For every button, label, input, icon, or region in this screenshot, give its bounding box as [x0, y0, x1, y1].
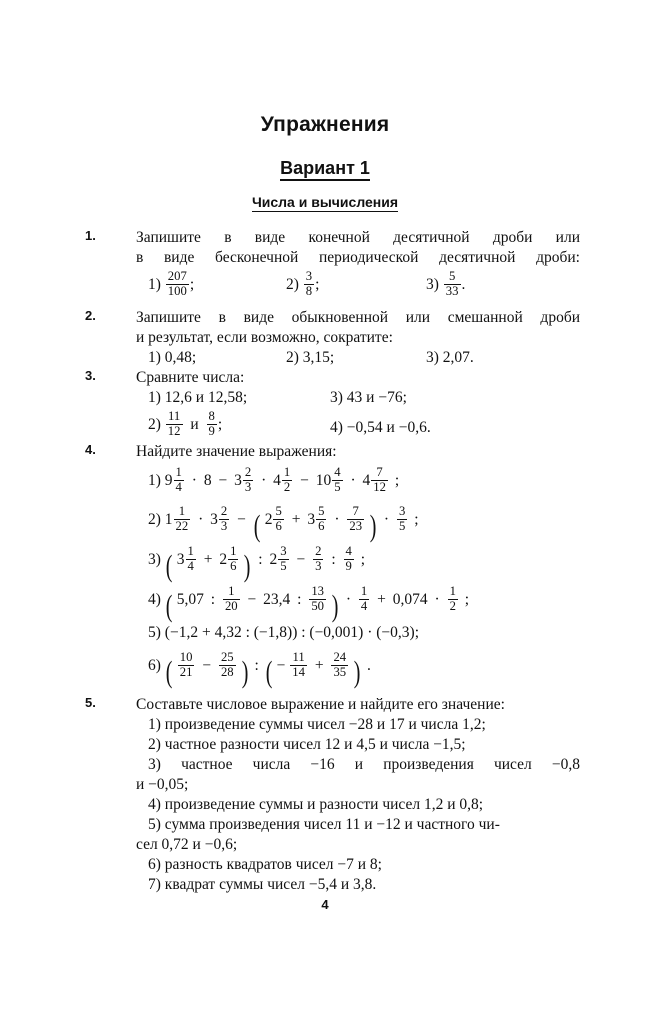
numerator: 7 — [352, 504, 359, 519]
mixed-number — [307, 500, 327, 540]
open-paren: ( — [165, 549, 173, 584]
list-item — [148, 268, 194, 302]
exercise-1-number: 1. — [85, 228, 96, 243]
item-value: разность квадратов чисел −7 и 8; — [164, 856, 382, 873]
denominator: 100 — [167, 283, 187, 298]
exercise-5-number: 5. — [85, 695, 96, 710]
fraction — [219, 651, 236, 679]
item-label: 1) — [148, 389, 161, 406]
operator: + — [377, 591, 386, 608]
mixed-number — [177, 540, 197, 580]
fraction — [444, 270, 461, 298]
item-value: 2,07. — [442, 349, 474, 366]
exercise-3-row-1 — [136, 388, 580, 408]
operand: 23,4 — [263, 591, 291, 608]
operator: − — [247, 591, 257, 608]
numerator: 5 — [275, 504, 282, 519]
exercise-5-prompt: Составьте числовое выражение и найдите его значение: — [136, 696, 505, 713]
exercise-4-item-5 — [136, 620, 580, 646]
exercise-3 — [80, 368, 580, 442]
operator: : — [254, 657, 259, 674]
list-item — [148, 715, 486, 735]
denominator: 22 — [175, 518, 189, 533]
operand: 0,074 — [392, 591, 428, 608]
item-label: 6) — [148, 856, 161, 873]
close-paren: ) — [331, 589, 339, 624]
denominator: 20 — [224, 598, 238, 613]
operator: · — [261, 472, 267, 489]
variant-heading-text: Вариант 1 — [280, 158, 370, 181]
fraction — [278, 545, 288, 573]
denominator: 50 — [311, 598, 325, 613]
mixed-number — [316, 462, 344, 500]
fraction — [313, 545, 323, 573]
fraction — [331, 651, 348, 679]
operator: − — [202, 657, 212, 674]
denominator: 8 — [305, 283, 313, 298]
fraction — [359, 585, 369, 613]
math-expression — [148, 580, 471, 624]
item-tail: ; — [394, 472, 400, 489]
denominator: 12 — [373, 479, 386, 494]
denominator: 2 — [449, 598, 456, 613]
operator: · — [434, 591, 440, 608]
numerator: 11 — [168, 409, 181, 424]
operand: 8 — [203, 472, 212, 489]
fraction — [448, 585, 458, 613]
item-label: 1) — [148, 349, 161, 366]
numerator: 1 — [449, 584, 456, 599]
item-tail: ; — [414, 511, 419, 528]
item-value: 3,15; — [302, 349, 335, 366]
numerator: 4 — [334, 465, 341, 480]
numerator: 13 — [311, 584, 325, 599]
exercise-5-item-3 — [136, 755, 580, 775]
fraction — [174, 505, 191, 533]
operator: − — [296, 551, 306, 568]
exercise-1-prompt-line1: Запишите в виде конечной десятичной дроби или — [136, 229, 580, 246]
exercise-5-item-4 — [136, 795, 580, 815]
negative-sign: − — [276, 657, 286, 674]
fraction — [344, 545, 354, 573]
whole-part: 3 — [307, 511, 316, 528]
page-number: 4 — [321, 897, 329, 912]
denominator: 5 — [398, 518, 406, 533]
exercise-3-number: 3. — [85, 368, 96, 383]
math-expression — [148, 500, 421, 544]
open-paren: ( — [165, 589, 173, 624]
numerator: 5 — [318, 504, 325, 519]
fraction — [347, 505, 364, 533]
exercise-5-item-6 — [136, 855, 580, 875]
section-heading — [0, 194, 650, 210]
exercise-4 — [80, 442, 580, 690]
numerator: 4 — [345, 544, 352, 559]
list-item — [148, 815, 500, 835]
math-expression — [148, 646, 373, 690]
list-item — [330, 411, 431, 445]
close-paren: ) — [241, 655, 248, 690]
numerator: 10 — [179, 650, 193, 665]
whole-part: 2 — [219, 551, 228, 568]
item-value: (−1,2 + 4,32 : (−1,8)) : (−0,001) · (−0,3); — [164, 624, 420, 641]
denominator: 4 — [360, 598, 368, 613]
mixed-number — [269, 540, 289, 580]
exercise-1-prompt-line2: в виде бесконечной периодической десятичной дроби: — [136, 249, 580, 266]
operator: · — [345, 591, 352, 608]
item-tail: . — [366, 657, 371, 674]
mixed-number — [273, 462, 293, 500]
operator: + — [314, 657, 324, 674]
numerator: 2 — [220, 504, 228, 519]
item-value: произведение суммы и разности чисел 1,2 и 0,8; — [164, 796, 484, 813]
math-expression — [148, 462, 401, 500]
denominator: 9 — [208, 423, 215, 438]
operator: · — [334, 511, 340, 528]
operator: + — [203, 551, 213, 568]
item-label: 1) — [148, 276, 161, 293]
item-label: 6) — [148, 657, 161, 674]
close-paren: ) — [353, 655, 361, 690]
numerator: 1 — [228, 584, 235, 599]
numerator: 2 — [244, 465, 252, 480]
list-item — [286, 348, 334, 368]
operator: · — [350, 472, 356, 489]
section-heading-text: Числа и вычисления — [251, 194, 399, 210]
denominator: 5 — [280, 558, 287, 573]
exercise-5-item-2 — [136, 735, 580, 755]
open-paren: ( — [265, 655, 273, 690]
exercise-5-item-5 — [136, 815, 580, 835]
fraction — [309, 585, 326, 613]
numerator: 1 — [175, 465, 182, 480]
denominator: 5 — [334, 479, 341, 494]
item-label: 7) — [148, 876, 161, 893]
exercise-4-prompt: Найдите значение выражения: — [136, 443, 337, 460]
operator: · — [191, 472, 197, 489]
fraction — [178, 651, 195, 679]
mixed-number — [234, 462, 254, 500]
denominator: 14 — [292, 664, 305, 679]
mixed-number — [265, 500, 285, 540]
denominator: 4 — [175, 479, 182, 494]
whole-part: 3 — [210, 511, 218, 528]
denominator: 23 — [349, 518, 363, 533]
denominator: 6 — [318, 518, 325, 533]
item-value: 43 и −76; — [346, 389, 407, 406]
fraction — [207, 410, 217, 438]
numerator: 24 — [333, 650, 347, 665]
item-label: 1) — [148, 472, 161, 489]
list-item — [148, 348, 196, 368]
item-tail: ; — [189, 276, 195, 293]
math-expression — [148, 540, 367, 584]
item-label: 2) — [148, 416, 161, 433]
denominator: 12 — [167, 423, 181, 438]
exercise-1 — [80, 228, 580, 302]
item-tail: ; — [360, 551, 366, 568]
fraction — [228, 545, 238, 573]
item-value-continuation: и −0,05; — [136, 776, 189, 793]
item-tail: ; — [217, 416, 223, 433]
fraction — [316, 505, 326, 533]
mixed-number — [210, 500, 230, 540]
list-item — [330, 388, 407, 408]
fraction — [304, 270, 314, 298]
item-value: частное числа −16 и произведения чисел −0,8 — [181, 756, 581, 773]
list-item — [148, 875, 376, 895]
exercise-2-prompt-line2: и результат, если возможно, сократите: — [136, 329, 393, 346]
item-label: 2) — [148, 511, 161, 528]
exercise-4-item-2 — [136, 500, 580, 544]
denominator: 35 — [333, 664, 347, 679]
exercise-4-item-3 — [136, 540, 580, 584]
numerator: 1 — [187, 544, 194, 559]
item-label: 3) — [148, 756, 161, 773]
denominator: 33 — [445, 283, 459, 298]
fraction — [219, 505, 229, 533]
conjunction: и — [190, 416, 199, 433]
numerator: 25 — [220, 650, 234, 665]
fraction — [223, 585, 240, 613]
denominator: 3 — [315, 558, 322, 573]
exercise-1-items — [136, 268, 580, 302]
numerator: 1 — [360, 584, 368, 599]
exercise-2-number: 2. — [85, 308, 96, 323]
numerator: 3 — [280, 544, 287, 559]
item-label: 4) — [148, 796, 161, 813]
numerator: 1 — [230, 544, 237, 559]
denominator: 3 — [244, 479, 252, 494]
whole-part: 2 — [264, 511, 273, 528]
item-label: 3) — [426, 349, 439, 366]
open-paren: ( — [165, 655, 173, 690]
item-value: −0,54 и −0,6. — [346, 419, 431, 436]
close-paren: ) — [369, 509, 377, 544]
operator: · — [198, 511, 204, 528]
item-value: 0,48; — [164, 349, 197, 366]
variant-heading — [0, 158, 650, 179]
numerator: 5 — [448, 269, 456, 284]
operator: : — [297, 591, 302, 608]
operator: : — [331, 551, 336, 568]
numerator: 1 — [283, 465, 291, 480]
exercise-4-item-6 — [136, 646, 580, 690]
item-label: 4) — [148, 591, 161, 608]
exercise-4-item-4 — [136, 580, 580, 624]
fraction — [166, 270, 189, 298]
denominator: 9 — [345, 558, 352, 573]
numerator: 3 — [398, 504, 406, 519]
fraction — [397, 505, 407, 533]
whole-part: 4 — [273, 472, 281, 489]
list-item — [148, 735, 466, 755]
item-label: 3) — [330, 389, 343, 406]
whole-part: 4 — [362, 472, 371, 489]
exercise-5-item-1 — [136, 715, 580, 735]
exercise-5 — [80, 695, 580, 895]
operator: − — [218, 472, 228, 489]
operator: · — [383, 511, 390, 528]
mixed-number — [165, 462, 185, 500]
operator: − — [300, 472, 309, 489]
fraction — [174, 466, 184, 494]
operator: + — [291, 511, 301, 528]
item-value: 12,6 и 12,58; — [164, 389, 248, 406]
operator: : — [258, 551, 263, 568]
item-value: частное разности чисел 12 и 4,5 и числа −1,5; — [164, 736, 466, 753]
numerator: 207 — [167, 269, 187, 284]
open-paren: ( — [253, 509, 261, 544]
list-item — [286, 268, 319, 302]
mixed-number — [363, 462, 389, 500]
mixed-number — [219, 540, 239, 580]
exercise-5-item-7 — [136, 875, 580, 895]
denominator: 6 — [275, 518, 282, 533]
list-item — [148, 388, 247, 408]
denominator: 2 — [283, 479, 291, 494]
numerator: 2 — [315, 544, 322, 559]
page-title: Упражнения — [260, 113, 390, 136]
fraction — [282, 466, 292, 494]
item-tail: ; — [464, 591, 470, 608]
fraction — [290, 651, 307, 679]
whole-part: 3 — [176, 551, 185, 568]
operator: : — [210, 591, 216, 608]
denominator: 21 — [179, 664, 193, 679]
item-value: сумма произведения чисел 11 и −12 и частного чи- — [164, 816, 500, 833]
exercise-3-prompt: Сравните числа: — [136, 369, 245, 386]
item-label: 1) — [148, 716, 161, 733]
fraction — [371, 466, 388, 494]
list-item — [148, 855, 382, 875]
denominator: 4 — [187, 558, 194, 573]
whole-part: 10 — [315, 472, 332, 489]
item-label: 2) — [148, 736, 161, 753]
fraction — [243, 466, 253, 494]
item-tail: . — [461, 276, 466, 293]
operand: 5,07 — [176, 591, 204, 608]
exercise-2-items — [136, 348, 580, 368]
list-item — [148, 408, 222, 442]
exercise-2 — [80, 308, 580, 368]
math-expression — [148, 620, 419, 646]
mixed-number — [165, 500, 191, 540]
list-item — [426, 268, 465, 302]
operator: − — [237, 511, 246, 528]
fraction — [166, 410, 183, 438]
list-item — [426, 348, 474, 368]
denominator: 3 — [220, 518, 228, 533]
whole-part: 1 — [164, 511, 173, 528]
numerator: 7 — [376, 465, 383, 480]
exercise-5-item-5-cont — [136, 835, 580, 855]
close-paren: ) — [244, 549, 251, 584]
denominator: 28 — [220, 664, 234, 679]
item-value-continuation: сел 0,72 и −0,6; — [136, 836, 238, 853]
item-label: 4) — [330, 419, 343, 436]
list-item — [148, 795, 483, 815]
whole-part: 3 — [234, 472, 242, 489]
whole-part: 2 — [269, 551, 278, 568]
numerator: 8 — [208, 409, 215, 424]
item-label: 5) — [148, 816, 161, 833]
denominator: 6 — [230, 558, 237, 573]
numerator: 3 — [305, 269, 313, 284]
whole-part: 9 — [164, 472, 173, 489]
fraction — [273, 505, 283, 533]
item-label: 2) — [286, 349, 299, 366]
exercise-4-item-1 — [136, 462, 580, 500]
item-label: 2) — [286, 276, 299, 293]
exercise-2-prompt-line1: Запишите в виде обыкновенной или смешанной дроби — [136, 309, 580, 326]
item-value: произведение суммы чисел −28 и 17 и числа 1,2; — [164, 716, 486, 733]
item-tail: ; — [315, 276, 320, 293]
item-value: квадрат суммы чисел −5,4 и 3,8. — [164, 876, 377, 893]
item-label: 5) — [148, 624, 161, 641]
numerator: 1 — [178, 504, 186, 519]
numerator: 11 — [292, 650, 305, 665]
exercise-3-row-2 — [136, 408, 580, 442]
fraction — [186, 545, 196, 573]
item-label: 3) — [148, 551, 161, 568]
item-label: 3) — [426, 276, 439, 293]
exercise-5-item-3-cont — [136, 775, 580, 795]
exercise-4-number: 4. — [85, 442, 96, 457]
fraction — [332, 466, 342, 494]
